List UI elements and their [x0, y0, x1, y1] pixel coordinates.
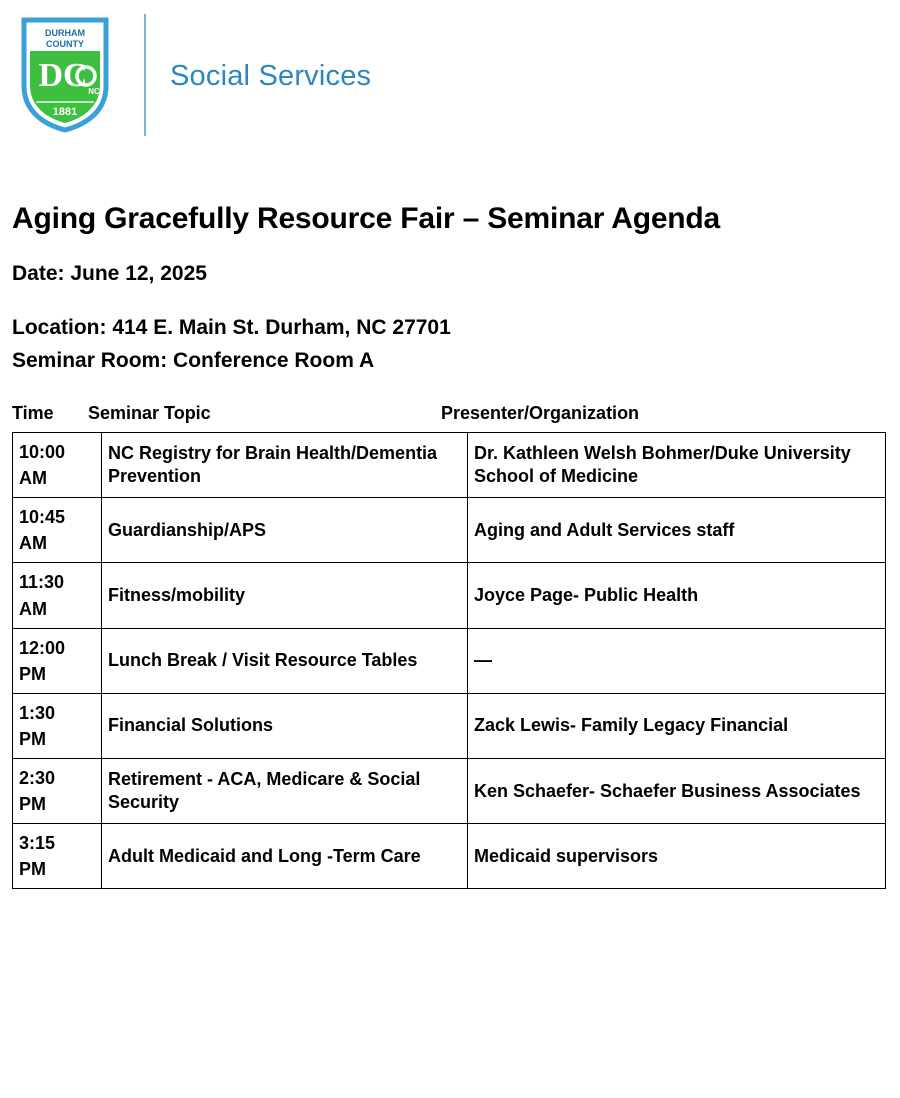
page-title: Aging Gracefully Resource Fair – Seminar Agenda: [12, 202, 721, 235]
time-line-2: PM: [19, 859, 46, 880]
cell-topic: Lunch Break / Visit Resource Tables: [102, 628, 468, 693]
cell-presenter: Aging and Adult Services staff: [468, 498, 886, 563]
table-row: [13, 563, 886, 628]
time-line-1: 3:15: [19, 833, 56, 854]
header-time: Time: [12, 403, 54, 424]
time-line-2: AM: [19, 468, 47, 489]
department-name: Social Services: [170, 60, 372, 92]
cell-topic: Financial Solutions: [102, 693, 468, 758]
table-row: [13, 693, 886, 758]
time-line-1: 2:30: [19, 768, 56, 789]
cell-presenter: Ken Schaefer- Schaefer Business Associates: [468, 759, 886, 824]
svg-text:COUNTY: COUNTY: [46, 39, 84, 49]
event-location-block: [12, 312, 886, 377]
cell-topic: Fitness/mobility: [102, 563, 468, 628]
table-row: [13, 824, 886, 889]
time-line-1: 1:30: [19, 702, 56, 723]
cell-time: [13, 628, 102, 693]
table-row: [13, 759, 886, 824]
cell-presenter: Medicaid supervisors: [468, 824, 886, 889]
time-line-1: 10:45: [19, 507, 66, 528]
time-line-2: AM: [19, 533, 47, 554]
table-row: [13, 628, 886, 693]
cell-time: [13, 824, 102, 889]
document-body: [0, 202, 900, 889]
header-divider: [144, 14, 146, 136]
cell-topic: NC Registry for Brain Health/Dementia Prevention: [102, 433, 468, 498]
event-room: Seminar Room: Conference Room A: [12, 348, 375, 372]
time-line-2: PM: [19, 794, 46, 815]
document-header: [0, 0, 900, 130]
svg-text:DURHAM: DURHAM: [45, 28, 85, 38]
cell-presenter: Zack Lewis- Family Legacy Financial: [468, 693, 886, 758]
agenda-table: [12, 432, 886, 889]
time-line-1: 10:00: [19, 442, 66, 463]
shield-icon: [18, 14, 112, 134]
event-date: Date: June 12, 2025: [12, 262, 207, 285]
cell-presenter: Joyce Page- Public Health: [468, 563, 886, 628]
header-presenter: Presenter/Organization: [441, 403, 640, 424]
cell-presenter: —: [468, 628, 886, 693]
table-row: [13, 498, 886, 563]
cell-presenter: Dr. Kathleen Welsh Bohmer/Duke University School of Medicine: [468, 433, 886, 498]
cell-topic: Adult Medicaid and Long -Term Care: [102, 824, 468, 889]
cell-time: [13, 693, 102, 758]
cell-time: [13, 759, 102, 824]
time-line-2: PM: [19, 728, 46, 749]
cell-topic: Guardianship/APS: [102, 498, 468, 563]
table-row: [13, 433, 886, 498]
svg-text:1881: 1881: [52, 106, 78, 118]
header-topic: Seminar Topic: [88, 403, 211, 424]
cell-time: [13, 498, 102, 563]
durham-county-logo: [10, 12, 120, 137]
time-line-2: PM: [19, 663, 46, 684]
time-line-1: 12:00: [19, 637, 66, 658]
cell-time: [13, 433, 102, 498]
time-line-2: AM: [19, 598, 47, 619]
event-location: Location: 414 E. Main St. Durham, NC 27701: [12, 316, 451, 339]
agenda-column-headers: [12, 403, 886, 424]
svg-text:NC: NC: [88, 87, 100, 96]
time-line-1: 11:30: [19, 572, 65, 593]
cell-topic: Retirement - ACA, Medicare & Social Security: [102, 759, 468, 824]
svg-text:DC: DC: [38, 57, 88, 94]
cell-time: [13, 563, 102, 628]
